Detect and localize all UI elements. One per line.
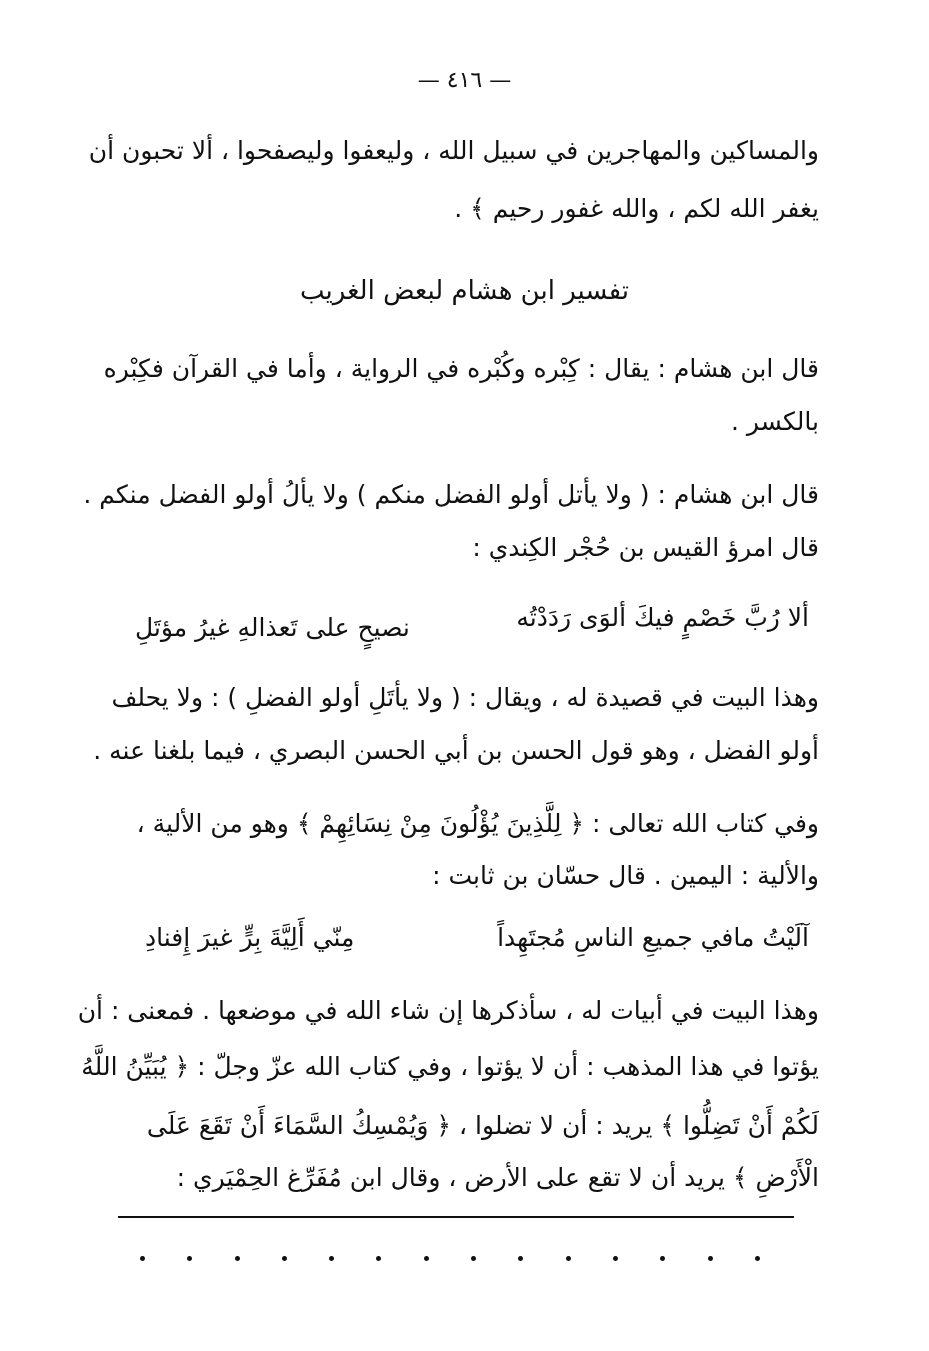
text-line: يغفر الله لكم ، والله غفور رحيم ﴾ . <box>454 194 819 223</box>
dot <box>471 1256 476 1261</box>
dot <box>566 1256 571 1261</box>
section-heading: تفسير ابن هشام لبعض الغريب <box>300 276 629 306</box>
text-line: الْأَرْضِ ﴾ يريد أن لا تقع على الأرض ، وقال ابن مُفَرِّغ الحِمْيَري : <box>176 1163 819 1192</box>
dot <box>235 1256 240 1261</box>
text-line: قال ابن هشام : ( ولا يأتل أولو الفضل منكم ) ولا يألُ أولو الفضل منكم . <box>83 480 819 509</box>
footnote-divider <box>118 1216 794 1218</box>
dot <box>660 1256 665 1261</box>
dot <box>329 1256 334 1261</box>
dot <box>613 1256 618 1261</box>
dot <box>424 1256 429 1261</box>
dot <box>708 1256 713 1261</box>
page-number: — ٤١٦ — <box>417 68 512 93</box>
text-line: والمساكين والمهاجرين في سبيل الله ، وليعفوا وليصفحوا ، ألا تحبون أن <box>88 136 819 165</box>
text-line: وفي كتاب الله تعالى : ﴿ لِلَّذِينَ يُؤْلُونَ مِنْ نِسَائِهِمْ ﴾ وهو من الألية ، <box>136 809 819 838</box>
dot <box>518 1256 523 1261</box>
dot <box>755 1256 760 1261</box>
text-line: بالكسر . <box>731 407 819 436</box>
dot <box>187 1256 192 1261</box>
text-line: يؤتوا في هذا المذهب : أن لا يؤتوا ، وفي كتاب الله عزّ وجلّ : ﴿ يُبَيِّنُ اللَّهُ <box>81 1052 819 1081</box>
text-line: وهذا البيت في قصيدة له ، ويقال : ( ولا يأتَلِ أولو الفضلِ ) : ولا يحلف <box>111 683 819 712</box>
ellipsis-dots <box>140 1248 760 1268</box>
verse-hemistich-left: مِنّي أَلِيَّةَ بِرٍّ غيرَ إِفنادِ <box>145 923 355 952</box>
text-line: أولو الفضل ، وهو قول الحسن بن أبي الحسن البصري ، فيما بلغنا عنه . <box>93 736 819 765</box>
verse-hemistich-left: نصيحٍ على تَعذالهِ غيرُ مؤتَلِ <box>135 613 410 642</box>
text-line: قال ابن هشام : يقال : كِبْره وكُبْره في الرواية ، وأما في القرآن فكِبْره <box>103 354 819 383</box>
text-line: وهذا البيت في أبيات له ، سأذكرها إن شاء الله في موضعها . فمعنى : أن <box>77 996 819 1025</box>
verse-hemistich-right: ألا رُبَّ خَصْمٍ فيكَ ألوَى رَدَدْتُه <box>516 603 809 632</box>
dot <box>140 1256 145 1261</box>
text-line: والألية : اليمين . قال حسّان بن ثابت : <box>432 861 819 890</box>
dot <box>282 1256 287 1261</box>
text-line: لَكُمْ أَنْ تَضِلُّوا ﴾ يريد : أن لا تضلوا ، ﴿ وَيُمْسِكُ السَّمَاءَ أَنْ تَقَعَ عَلَى <box>146 1111 819 1140</box>
dot <box>376 1256 381 1261</box>
text-line: قال امرؤ القيس بن حُجْر الكِندي : <box>472 533 819 562</box>
verse-hemistich-right: آلَيْتُ مافي جميعِ الناسِ مُجتَهِداً <box>497 923 809 952</box>
